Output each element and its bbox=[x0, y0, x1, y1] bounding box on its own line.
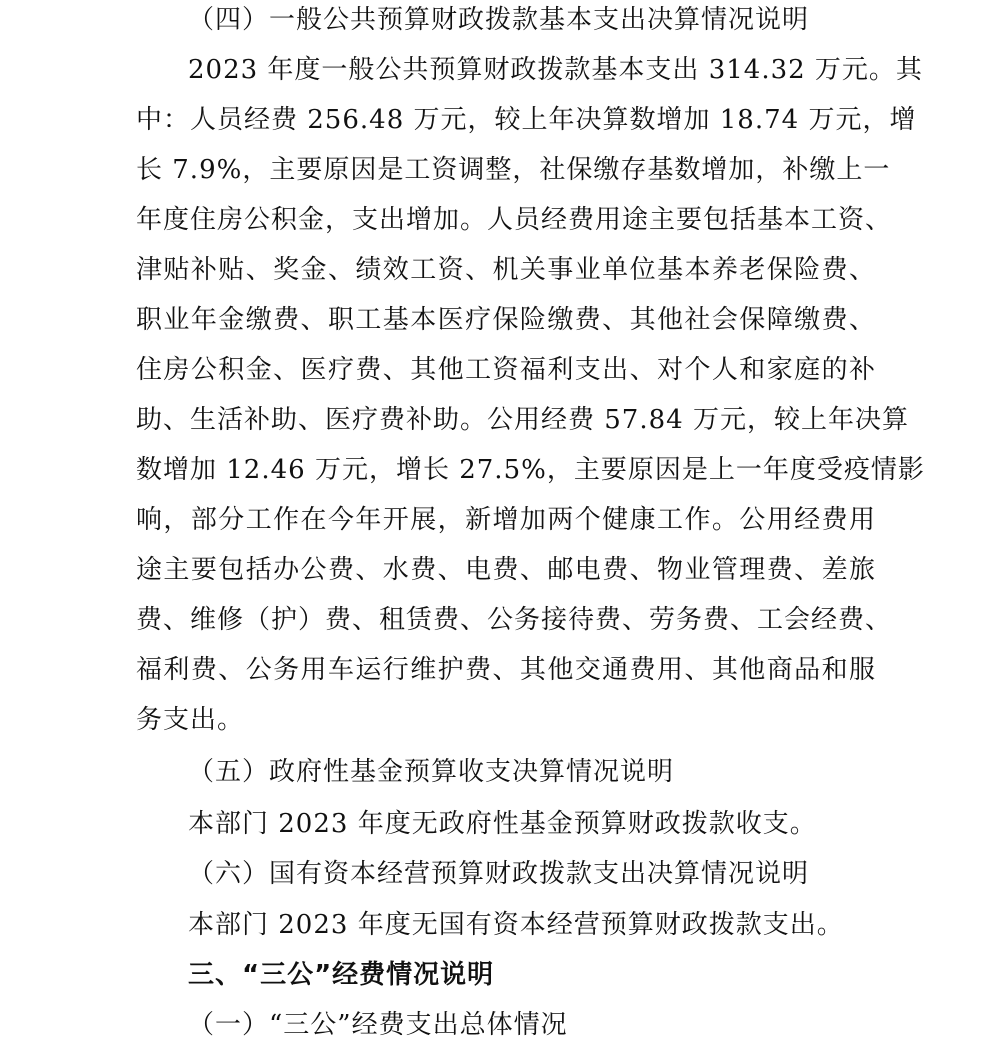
section6-heading: （六）国有资本经营预算财政拨款支出决算情况说明 bbox=[188, 859, 810, 889]
section4-line-3: 长 7.9%，主要原因是工资调整，社保缴存基数增加，补缴上一 bbox=[136, 155, 891, 185]
section4-line-4: 年度住房公积金，支出增加。人员经费用途主要包括基本工资、 bbox=[136, 205, 893, 235]
section4-line-7: 住房公积金、医疗费、其他工资福利支出、对个人和家庭的补 bbox=[136, 355, 876, 385]
section4-line-13: 福利费、公务用车运行维护费、其他交通费用、其他商品和服 bbox=[136, 655, 876, 685]
section4-line-2: 中：人员经费 256.48 万元，较上年决算数增加 18.74 万元，增 bbox=[136, 105, 917, 135]
section4-line-5: 津贴补贴、奖金、绩效工资、机关事业单位基本养老保险费、 bbox=[136, 255, 876, 285]
section5-body: 本部门 2023 年度无政府性基金预算财政拨款收支。 bbox=[188, 809, 817, 839]
section4-line-11: 途主要包括办公费、水费、电费、邮电费、物业管理费、差旅 bbox=[136, 555, 876, 585]
section4-line-14: 务支出。 bbox=[136, 705, 245, 735]
section4-line-1: 2023 年度一般公共预算财政拨款基本支出 314.32 万元。其 bbox=[188, 55, 923, 85]
part3-heading: 三、“三公”经费情况说明 bbox=[188, 960, 495, 990]
section4-line-8: 助、生活补助、医疗费补助。公用经费 57.84 万元，较上年决算 bbox=[136, 405, 909, 435]
section4-line-12: 费、维修（护）费、租赁费、公务接待费、劳务费、工会经费、 bbox=[136, 605, 893, 635]
section6-body: 本部门 2023 年度无国有资本经营预算财政拨款支出。 bbox=[188, 910, 844, 940]
section5-heading: （五）政府性基金预算收支决算情况说明 bbox=[188, 757, 675, 787]
section4-line-10: 响，部分工作在今年开展，新增加两个健康工作。公用经费用 bbox=[136, 505, 876, 535]
part3-sub1-heading: （一）“三公”经费支出总体情况 bbox=[188, 1010, 568, 1040]
section4-line-6: 职业年金缴费、职工基本医疗保险缴费、其他社会保障缴费、 bbox=[136, 305, 876, 335]
section4-heading: （四）一般公共预算财政拨款基本支出决算情况说明 bbox=[188, 5, 810, 35]
section4-line-9: 数增加 12.46 万元，增长 27.5%，主要原因是上一年度受疫情影 bbox=[136, 455, 925, 485]
